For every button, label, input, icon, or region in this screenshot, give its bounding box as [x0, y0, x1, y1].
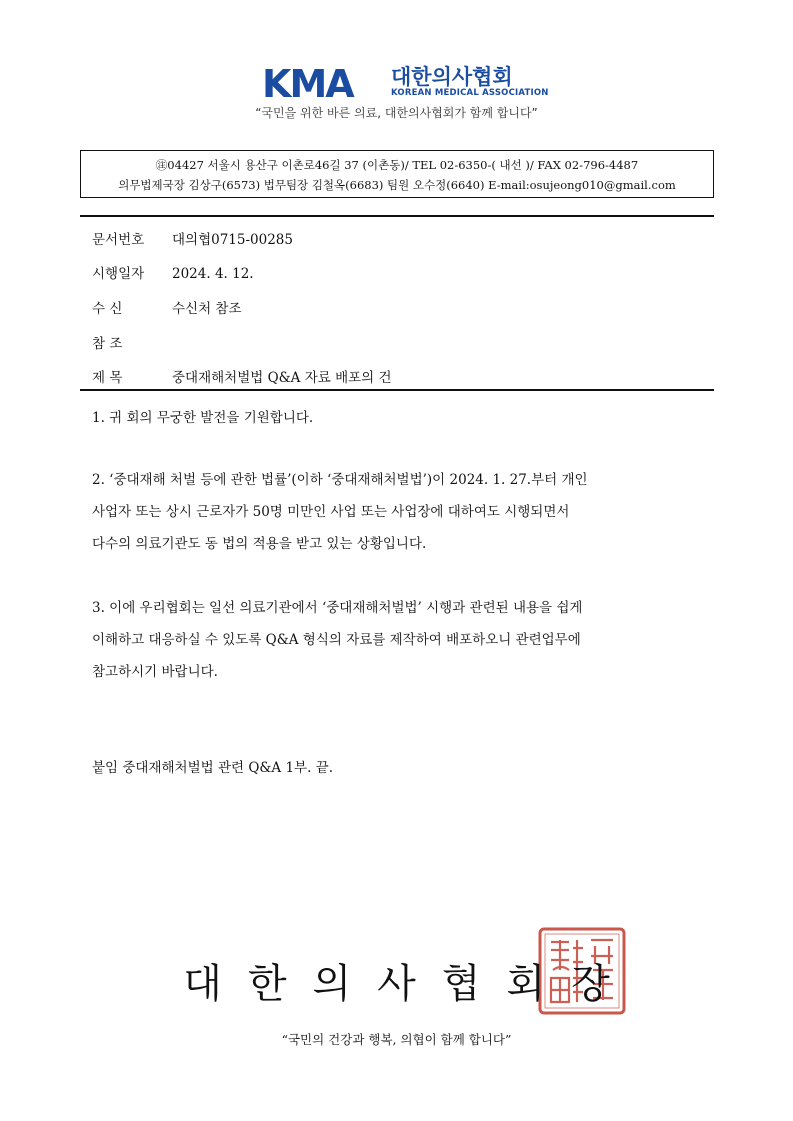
kma-logo-letters: KMA — [262, 66, 353, 100]
address-line-1: ㊟04427 서울시 용산구 이촌로46길 37 (이촌동)/ TEL 02-6350-( 내선 )/ FAX 02-796-4487 — [155, 158, 639, 172]
divider-bottom — [80, 389, 714, 391]
meta-row-date — [92, 262, 254, 282]
body-line: 2. ‘중대재해 처벌 등에 관한 법률’(이하 ‘중대재해처벌법’)이 2024. 1. 27.부터 개인 — [92, 472, 588, 488]
attachment-line — [92, 752, 714, 784]
org-name-ko: 대한의사협회 — [391, 65, 513, 89]
meta-value: 중대재해처벌법 Q&A 자료 배포의 건 — [172, 370, 392, 386]
kma-logo-icon — [262, 66, 386, 100]
address-box — [80, 150, 714, 198]
meta-value: 대의협0715-00285 — [172, 232, 293, 248]
body-paragraph-1 — [92, 402, 714, 434]
meta-label: 제 목 — [92, 370, 123, 386]
body-line: 사업자 또는 상시 근로자가 50명 미만인 사업 또는 사업장에 대하여도 시행되면서 — [92, 504, 570, 520]
meta-value: 수신처 참조 — [172, 301, 242, 317]
body-line: 3. 이에 우리협회는 일선 의료기관에서 ‘중대재해처벌법’ 시행과 관련된 내용을 쉽게 — [92, 600, 583, 616]
meta-label: 시행일자 — [92, 266, 145, 282]
meta-value: 2024. 4. 12. — [172, 266, 254, 282]
letterhead-logo — [0, 66, 793, 102]
footer-slogan: “국민의 건강과 행복, 의협이 함께 합니다” — [281, 1032, 512, 1047]
meta-row-reference — [92, 332, 172, 352]
body-line: 1. 귀 회의 무궁한 발전을 기원합니다. — [92, 410, 314, 426]
body-paragraph-2 — [92, 464, 714, 560]
attachment-text: 붙임 중대재해처벌법 관련 Q&A 1부. 끝. — [92, 760, 333, 776]
issuer-signature: 대한의사협회장 — [183, 961, 636, 1007]
divider-top — [80, 215, 714, 217]
address-line-2: 의무법제국장 김상구(6573) 법무팀장 김철옥(6683) 팀원 오수정(6640) E-mail:osujeong010@gmail.com — [118, 178, 676, 192]
meta-row-doc-number — [92, 228, 293, 248]
body-line: 다수의 의료기관도 동 법의 적용을 받고 있는 상황입니다. — [92, 536, 427, 552]
meta-label: 참 조 — [92, 336, 123, 352]
body-line: 참고하시기 바랍니다. — [92, 664, 218, 680]
header-slogan: “국민을 위한 바른 의료, 대한의사협회가 함께 합니다” — [255, 106, 538, 120]
meta-label: 문서번호 — [92, 232, 145, 248]
body-paragraph-3 — [92, 592, 714, 688]
body-line: 이해하고 대응하실 수 있도록 Q&A 형식의 자료를 제작하여 배포하오니 관련업무에 — [92, 632, 581, 648]
meta-label: 수 신 — [92, 301, 123, 317]
org-name-en: KOREAN MEDICAL ASSOCIATION — [391, 88, 549, 98]
meta-row-subject — [92, 366, 392, 386]
meta-row-recipient — [92, 297, 242, 317]
